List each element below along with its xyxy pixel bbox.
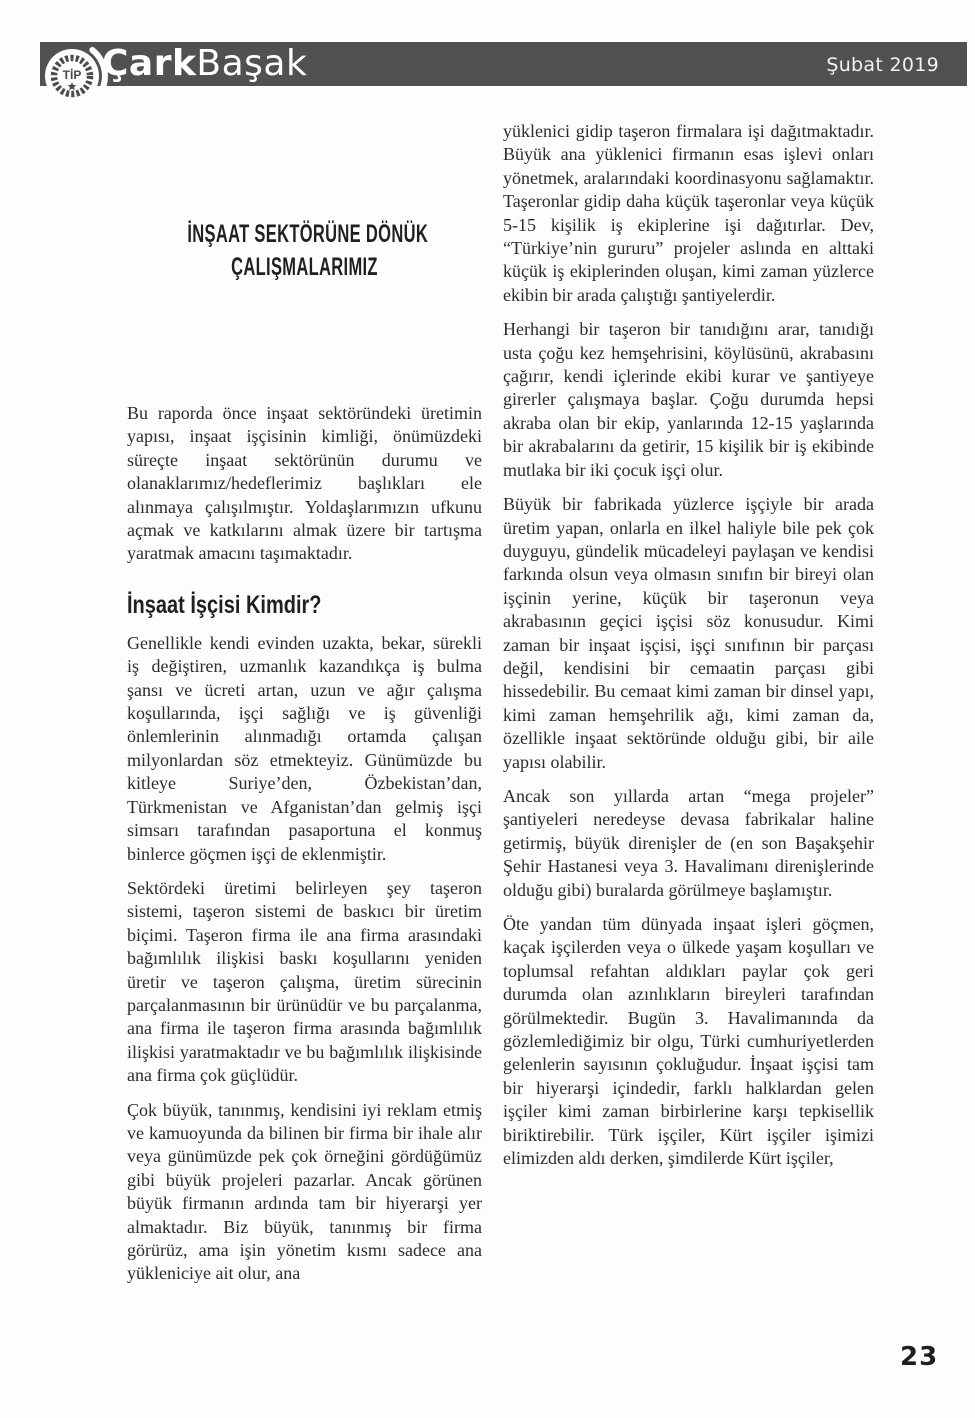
body-paragraph: yüklenici gidip taşeron firmalara işi dağıtmaktadır. Büyük ana yüklenici firmanın esas işlevi onları yönetmek, aralarındaki koordinasyonu sağlamaktır. Taşeronlar gidip daha küçük taşeronlar veya küçük 5-15 kişilik iş ekiplerine işi dağıtırlar. Dev, “Türkiye’nin gururu” projeler aslında en alttaki küçük iş ekiplerinden oluşan, kimi zaman yüzlerce ekibin bir arada çalıştığı şantiyelerdir.	[503, 121, 874, 305]
magazine-title-primary: Çark	[102, 43, 197, 84]
page-number: 23	[900, 1342, 939, 1372]
magazine-title	[102, 36, 307, 92]
masthead	[40, 42, 967, 86]
body-paragraph: Büyük bir fabrikada yüzlerce işçiyle bir arada üretim yapan, onlarla en ilkel haliyle bile pek çok duyguyu, gündelik mücadeleyi paylaşan ve kendisi farkında olsun veya olmasın sınıfın bir bireyi olan işçinin yerine, küçük bir taşeronun veya akrabasının geçici işçisi söz konusudur. Kimi zaman bir inşaat işçisi, işçi sınıfının bir parçası değil, kendisini bir cemaatin parçası gibi hissedebilir. Bu cemaat kimi zaman bir dinsel yapı, kimi zaman hemşehrilik ağı, kimi zaman da, özellikle inşaat sektöründe olduğu gibi, bir aile yapısı olabilir.	[503, 494, 874, 772]
body-paragraph: Çok büyük, tanınmış, kendisini iyi reklam etmiş ve kamuoyunda da bilinen bir firma bir ihale alır veya günümüzde pek çok örneğini gördüğümüz gibi büyük projeleri pazarlar. Ancak görünen büyük firmanın ardında tam bir hiyerarşi yer almaktadır. Biz büyük, tanınmış bir firma görürüz, ama işin yönetim kısmı sadece ana yükleniciye ait olur, ana	[127, 1099, 482, 1284]
magazine-title-secondary: Başak	[196, 43, 308, 84]
logo-text: TİP	[62, 68, 82, 82]
body-paragraph: Öte yandan tüm dünyada inşaat işleri göçmen, kaçak işçilerden veya o ülkede yaşam koşulları ve toplumsal refahtan aldıkları paylar çok geri durumda olan azınlıkların bireyleri tarafından görülmektedir. Bugün 3. Havalimanında da gözlemlediğimiz bir olgu, Türki cumhuriyetlerden gelenlerin sayısının çokluğudur. İnşaat işçisi tam bir hiyerarşi içindedir, farklı halklardan gelen işçiler kimi zaman birbirlerine karşı tepkisellik biriktirebilir. Türk işçiler, Kürt işçiler işimizi elimizden aldı derken, şimdilerde Kürt işçiler,	[503, 914, 874, 1169]
article-title	[127, 218, 482, 284]
body-paragraph: Ancak son yıllarda artan “mega projeler” şantiyeleri neredeyse devasa fabrikalar haline getirmiş, büyük direnişler de (en son Başakşehir Şehir Hastanesi veya 3. Havalimanı direnişlerinde olduğu gibi) buralarda görülmeye başlamıştır.	[503, 785, 874, 900]
article-title-line-2: ÇALIŞMALARIMIZ	[231, 253, 378, 281]
article-title-line-1: İNŞAAT SEKTÖRÜNE DÖNÜK	[187, 220, 429, 248]
body-paragraph: Sektördeki üretimi belirleyen şey taşeron sistemi, taşeron sistemi de baskıcı bir üretim biçimi. Taşeron firma ile ana firma arasındaki bağımlılık ilişkisi baskı koşullarını yeniden üretir ve taşeron çalışma, üretim sürecinin parçalanmasının bir ürünüdür ve bu parçalanma, ana firma ile taşeron firma arasında bağımlılık ilişkisi yaratmaktadır ve bu bağımlılık ilişkisinde ana firma çok güçlüdür.	[127, 877, 482, 1086]
body-paragraph: Genellikle kendi evinden uzakta, bekar, sürekli iş değiştiren, uzmanlık kazandıkça iş bulma şansı ve ücreti artan, uzun ve ağır çalışma koşullarında, işçi sağlığı ve iş güvenliği önlemlerinin alınmadığı ortamda çalışan milyonlardan söz etmekteyiz. Günümüzde bu kitleye Suriye’den, Özbekistan’dan, Türkmenistan ve Afganistan’dan gelmiş işçi simsarı tarafından pasaportuna el konmuş binlerce göçmen işçi de eklenmiştir.	[127, 632, 482, 864]
left-column	[127, 218, 482, 1297]
intro-paragraph: Bu raporda önce inşaat sektöründeki üretimin yapısı, inşaat işçisinin kimliği, önümüzdeki süreçte inşaat sektörünün durumu ve olanaklarımız/hedeflerimiz başlıkları ele alınmaya çalışılmıştır. Yoldaşlarımızın ufkunu açmak ve katkılarını almak üzere bir tartışma yaratmak amacını taşımaktadır.	[127, 403, 482, 564]
issue-date: Şubat 2019	[826, 54, 939, 76]
body-paragraph: Herhangi bir taşeron bir tanıdığını arar, tanıdığı usta çoğu kez hemşehrisini, köylüsünü, akrabasını çağırır, kendi içlerinde ekibi kurar ve şantiyeye girerler çalışmaya başlar. Çoğu durumda hepsi akraba olan bir ekip, yanlarında 12-15 yaşlarında bir akrabalarını da getirir, 15 kişilik bir iş ekibinde mutlaka bir iki çocuk işçi olur.	[503, 319, 874, 480]
right-column	[503, 120, 874, 1181]
section-heading: İnşaat İşçisi Kimdir?	[127, 590, 322, 619]
